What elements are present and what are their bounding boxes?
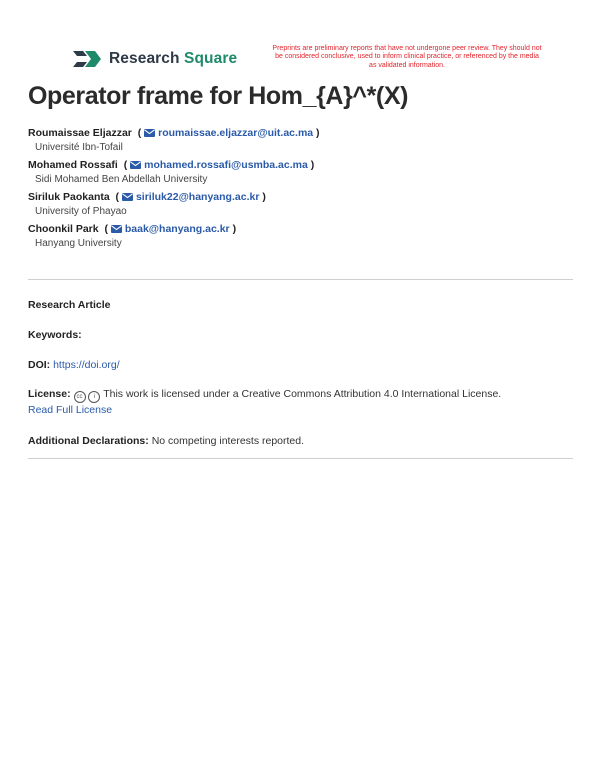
research-square-logo-icon bbox=[73, 48, 101, 70]
paper-title: Operator frame for Hom_{A}^*(X) bbox=[28, 82, 409, 110]
author-email: baak@hanyang.ac.kr bbox=[124, 223, 230, 235]
license-row bbox=[28, 387, 573, 418]
envelope-icon bbox=[144, 129, 155, 137]
author-email-link[interactable] bbox=[122, 191, 262, 203]
declarations-label: Additional Declarations: bbox=[28, 435, 149, 447]
license-label: License: bbox=[28, 388, 71, 400]
author-email: siriluk22@hanyang.ac.kr bbox=[135, 191, 260, 203]
license-text: This work is licensed under a Creative Commons Attribution 4.0 International License. bbox=[103, 388, 502, 400]
author-list bbox=[28, 126, 573, 254]
keywords-label: Keywords: bbox=[28, 329, 82, 341]
article-type-label: Research Article bbox=[28, 299, 111, 311]
logo-word-square: Square bbox=[184, 50, 238, 67]
research-square-logo[interactable] bbox=[73, 48, 237, 70]
author-entry: Roumaissae Eljazzar ( roumaissae.eljazzar@uit.ac.ma ) Université Ibn-Tofail bbox=[28, 126, 573, 155]
envelope-icon bbox=[122, 193, 133, 201]
author-entry: Mohamed Rossafi ( mohamed.rossafi@usmba.ac.ma ) Sidi Mohamed Ben Abdellah University bbox=[28, 158, 573, 187]
author-name: Choonkil Park bbox=[28, 223, 99, 235]
author-email: roumaissae.eljazzar@uit.ac.ma bbox=[158, 127, 314, 139]
author-affiliation: Hanyang University bbox=[35, 238, 122, 249]
divider-top bbox=[28, 279, 573, 280]
author-name: Roumaissae Eljazzar bbox=[28, 127, 132, 139]
author-name: Mohamed Rossafi bbox=[28, 159, 118, 171]
author-email-link[interactable] bbox=[111, 223, 233, 235]
author-affiliation: Sidi Mohamed Ben Abdellah University bbox=[35, 174, 208, 185]
keywords-row bbox=[28, 328, 573, 343]
author-affiliation: University of Phayao bbox=[35, 206, 127, 217]
logo-wordmark bbox=[109, 50, 237, 68]
by-icon: i bbox=[88, 391, 100, 403]
declarations-text: No competing interests reported. bbox=[151, 435, 305, 447]
doi-link[interactable]: https://doi.org/ bbox=[53, 359, 120, 371]
author-entry: Choonkil Park ( baak@hanyang.ac.kr ) Hanyang University bbox=[28, 222, 573, 251]
author-affiliation: Université Ibn-Tofail bbox=[35, 142, 123, 153]
article-type bbox=[28, 298, 573, 313]
preprint-disclaimer: Preprints are preliminary reports that have not undergone peer review. They should not be considered conclusive, used to inform clinical practice, or referenced by the media as validated information. bbox=[272, 45, 542, 69]
doi-label: DOI: bbox=[28, 359, 51, 371]
declarations-row bbox=[28, 434, 573, 449]
envelope-icon bbox=[130, 161, 141, 169]
author-entry: Siriluk Paokanta ( siriluk22@hanyang.ac.kr ) University of Phayao bbox=[28, 190, 573, 219]
author-email-link[interactable] bbox=[130, 159, 311, 171]
read-full-license-link[interactable]: Read Full License bbox=[28, 404, 113, 416]
author-name: Siriluk Paokanta bbox=[28, 191, 110, 203]
divider-bottom bbox=[28, 458, 573, 459]
author-email-link[interactable] bbox=[144, 127, 316, 139]
logo-word-research: Research bbox=[109, 50, 180, 67]
doi-row bbox=[28, 358, 573, 373]
author-email: mohamed.rossafi@usmba.ac.ma bbox=[144, 159, 308, 171]
cc-icon: cc bbox=[74, 391, 86, 403]
envelope-icon bbox=[111, 225, 122, 233]
